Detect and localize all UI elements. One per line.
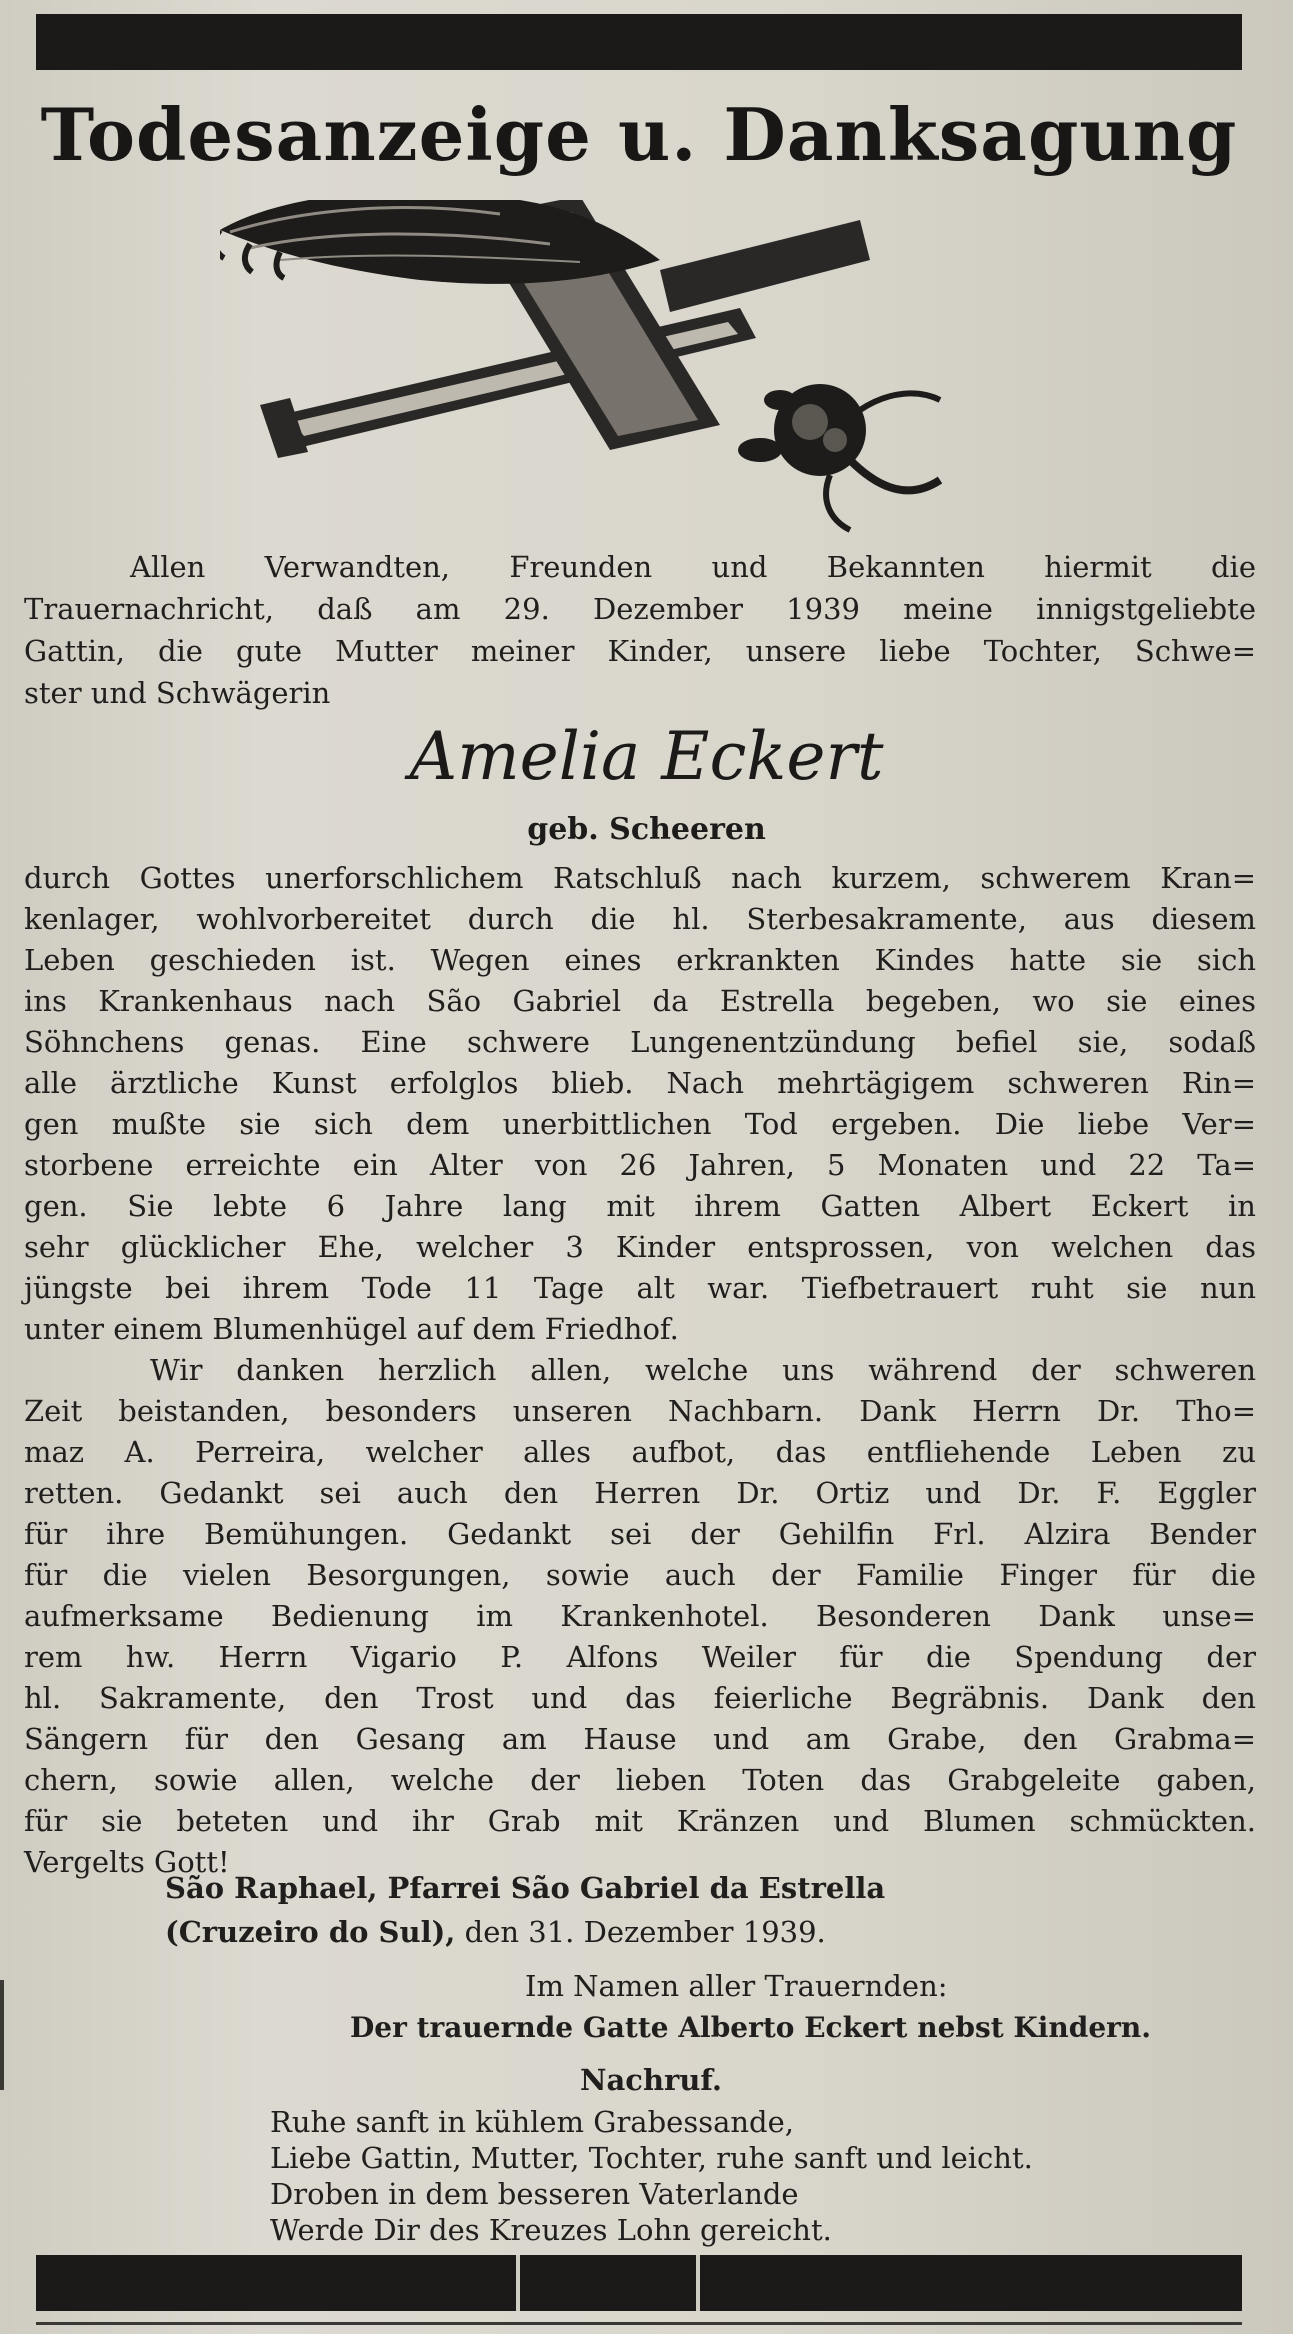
bottom-border-bar [36,2255,1242,2311]
intro-line: Trauernachricht, daß am 29. Dezember 1939 meine innigstgeliebte [24,592,1256,626]
paragraph-line: maz A. Perreira, welcher alles aufbot, das entfliehende Leben zu [24,1435,1256,1469]
paragraph-line: Vergelts Gott! [24,1845,230,1879]
flower-icon [738,384,940,530]
paragraph-line: Zeit beistanden, besonders unseren Nachbarn. Dank Herrn Dr. Tho= [24,1394,1256,1428]
cross-and-palm-emblem [220,200,1100,540]
deceased-name: Amelia Eckert [409,718,884,795]
paragraph-line: Söhnchens genas. Eine schwere Lungenentzündung befiel sie, sodaß [24,1025,1256,1059]
date-text: den 31. Dezember 1939. [455,1915,826,1949]
intro-line: Gattin, die gute Mutter meiner Kinder, unsere liebe Tochter, Schwe= [24,634,1256,668]
paragraph-line: retten. Gedankt sei auch den Herren Dr. Ortiz und Dr. F. Eggler [24,1476,1256,1510]
place-region: (Cruzeiro do Sul), [165,1915,456,1949]
paragraph-line: für sie beteten und ihr Grab mit Kränzen und Blumen schmückten. [24,1804,1256,1838]
top-border-bar [36,14,1242,70]
signature-intro: Im Namen aller Trauernden: [525,1969,948,2003]
palm-branch-icon [220,200,660,284]
intro-line: ster und Schwägerin [24,676,331,710]
paragraph-line: kenlager, wohlvorbereitet durch die hl. Sterbesakramente, aus diesem [24,902,1256,936]
paragraph-line: alle ärztliche Kunst erfolglos blieb. Nach mehrtägigem schweren Rin= [24,1066,1256,1100]
paragraph-line: sehr glücklicher Ehe, welcher 3 Kinder entsprossen, von welchen das [24,1230,1256,1264]
scan-edge [0,1980,4,2090]
maiden-name: geb. Scheeren [527,812,766,847]
paragraph-line: rem hw. Herrn Vigario P. Alfons Weiler für die Spendung der [24,1640,1256,1674]
signature-name: Der trauernde Gatte Alberto Eckert nebst Kindern. [350,2011,1152,2044]
date-line [165,1912,826,1952]
poem-line: Ruhe sanft in kühlem Grabessande, [270,2105,794,2139]
paragraph-line: gen mußte sie sich dem unerbittlichen Tod ergeben. Die liebe Ver= [24,1107,1256,1141]
bar-gap [696,2255,700,2311]
notice-title: Todesanzeige u. Danksagung [40,92,1238,177]
paragraph-line: unter einem Blumenhügel auf dem Friedhof. [24,1312,679,1346]
paragraph-line: ins Krankenhaus nach São Gabriel da Estrella begeben, wo sie eines [24,984,1256,1018]
paragraph-line: gen. Sie lebte 6 Jahre lang mit ihrem Gatten Albert Eckert in [24,1189,1256,1223]
intro-line: Allen Verwandten, Freunden und Bekannten hiermit die [130,550,1256,584]
paragraph-line: für die vielen Besorgungen, sowie auch der Familie Finger für die [24,1558,1256,1592]
paragraph-line: aufmerksame Bedienung im Krankenhotel. Besonderen Dank unse= [24,1599,1256,1633]
poem-line: Droben in dem besseren Vaterlande [270,2177,799,2211]
paragraph-line: hl. Sakramente, den Trost und das feierliche Begräbnis. Dank den [24,1681,1256,1715]
paragraph-line: storbene erreichte ein Alter von 26 Jahren, 5 Monaten und 22 Ta= [24,1148,1256,1182]
paragraph-line: Wir danken herzlich allen, welche uns während der schweren [150,1353,1256,1387]
bottom-rule [36,2322,1242,2325]
poem-line: Liebe Gattin, Mutter, Tochter, ruhe sanft und leicht. [270,2141,1033,2175]
paragraph-line: für ihre Bemühungen. Gedankt sei der Gehilfin Frl. Alzira Bender [24,1517,1256,1551]
bar-gap [516,2255,520,2311]
paragraph-line: Leben geschieden ist. Wegen eines erkrankten Kindes hatte sie sich [24,943,1256,977]
poem-heading: Nachruf. [580,2063,722,2097]
paragraph-line: chern, sowie allen, welche der lieben Toten das Grabgeleite gaben, [24,1763,1256,1797]
poem-line: Werde Dir des Kreuzes Lohn gereicht. [270,2213,832,2247]
paragraph-line: durch Gottes unerforschlichem Ratschluß nach kurzem, schwerem Kran= [24,861,1256,895]
place-line: São Raphael, Pfarrei São Gabriel da Estrella [165,1871,886,1905]
paragraph-line: jüngste bei ihrem Tode 11 Tage alt war. Tiefbetrauert ruht sie nun [24,1271,1256,1305]
paragraph-line: Sängern für den Gesang am Hause und am Grabe, den Grabma= [24,1722,1256,1756]
